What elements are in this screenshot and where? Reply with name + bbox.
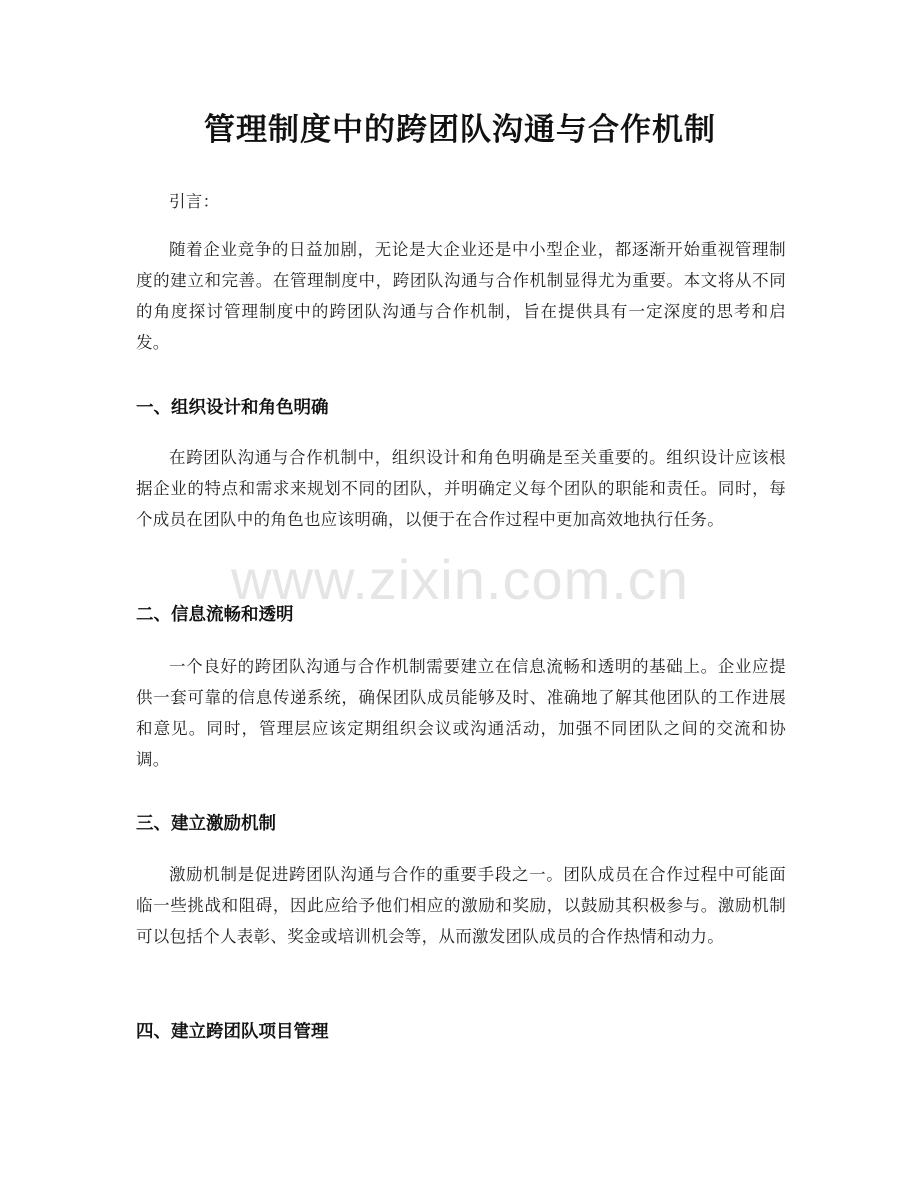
section-3-heading: 三、建立激励机制	[136, 814, 276, 834]
section-2-heading: 二、信息流畅和透明	[136, 605, 294, 625]
section-1-heading: 一、组织设计和角色明确	[136, 398, 329, 418]
section-2-paragraph: 一个良好的跨团队沟通与合作机制需要建立在信息流畅和透明的基础上。企业应提供一套可靠的信息传递系统，确保团队成员能够及时、准确地了解其他团队的工作进展和意见。同时，管理层应该定期组织会议或沟通活动，加强不同团队之间的交流和协调。	[136, 657, 786, 769]
document-title: 管理制度中的跨团队沟通与合作机制	[204, 112, 716, 148]
section-4-heading: 四、建立跨团队项目管理	[136, 1022, 329, 1042]
site-watermark: www.zixin.com.cn	[231, 548, 689, 611]
section-3-paragraph: 激励机制是促进跨团队沟通与合作的重要手段之一。团队成员在合作过程中可能面临一些挑战和阻碍，因此应给予他们相应的激励和奖励，以鼓励其积极参与。激励机制可以包括个人表彰、奖金或培训机会等，从而激发团队成员的合作热情和动力。	[136, 865, 786, 946]
intro-paragraph: 随着企业竞争的日益加剧，无论是大企业还是中小型企业，都逐渐开始重视管理制度的建立和完善。在管理制度中，跨团队沟通与合作机制显得尤为重要。本文将从不同的角度探讨管理制度中的跨团队沟通与合作机制，旨在提供具有一定深度的思考和启发。	[136, 240, 786, 352]
intro-label: 引言：	[169, 192, 220, 211]
section-1-paragraph: 在跨团队沟通与合作机制中，组织设计和角色明确是至关重要的。组织设计应该根据企业的特点和需求来规划不同的团队，并明确定义每个团队的职能和责任。同时，每个成员在团队中的角色也应该明确，以便于在合作过程中更加高效地执行任务。	[136, 448, 786, 529]
